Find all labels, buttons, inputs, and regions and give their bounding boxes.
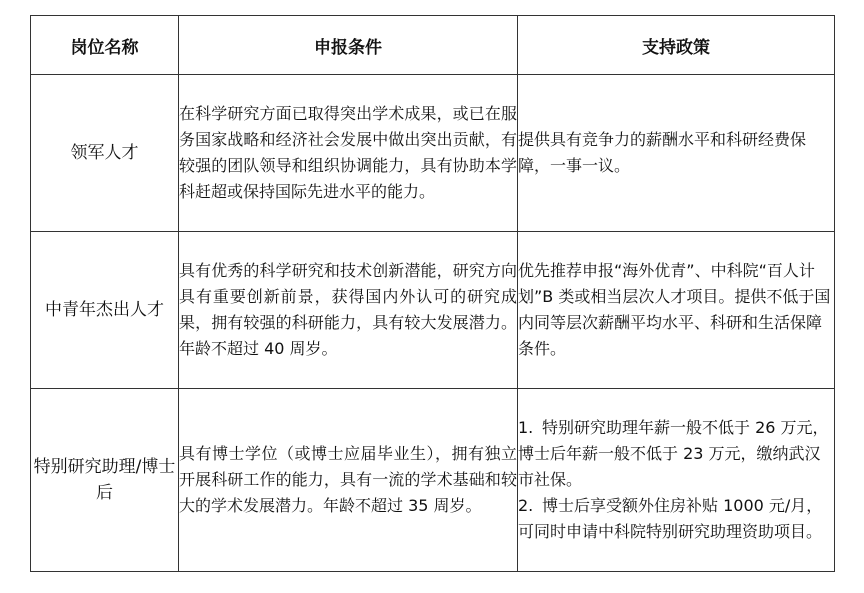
support-item-number: 1. <box>518 418 534 437</box>
position-name-cell: 领军人才 <box>31 75 179 232</box>
support-policy-cell <box>518 389 835 572</box>
support-policy-cell: 提供具有竞争力的薪酬水平和科研经费保障，一事一议。 <box>518 75 835 232</box>
support-item <box>518 493 834 545</box>
header-support-policy: 支持政策 <box>518 16 835 75</box>
support-item <box>518 415 834 493</box>
requirements-cell: 具有优秀的科学研究和技术创新潜能，研究方向具有重要创新前景，获得国内外认可的研究成果，拥有较强的科研能力，具有较大发展潜力。年龄不超过 40 周岁。 <box>179 232 518 389</box>
talent-positions-table <box>30 15 835 572</box>
table-row <box>31 389 835 572</box>
support-item-number: 2. <box>518 496 534 515</box>
requirements-cell: 在科学研究方面已取得突出学术成果，或已在服务国家战略和经济社会发展中做出突出贡献，有较强的团队领导和组织协调能力，具有协助本学科赶超或保持国际先进水平的能力。 <box>179 75 518 232</box>
table-row <box>31 75 835 232</box>
support-policy-cell: 优先推荐申报“海外优青”、中科院“百人计划”B 类或相当层次人才项目。提供不低于国内同等层次薪酬平均水平、科研和生活保障条件。 <box>518 232 835 389</box>
requirements-cell: 具有博士学位（或博士应届毕业生），拥有独立开展科研工作的能力，具有一流的学术基础和较大的学术发展潜力。年龄不超过 35 周岁。 <box>179 389 518 572</box>
table-row <box>31 232 835 389</box>
table-header-row <box>31 16 835 75</box>
support-item-text: 博士后享受额外住房补贴 1000 元/月，可同时申请中科院特别研究助理资助项目。 <box>518 496 823 541</box>
header-requirements: 申报条件 <box>179 16 518 75</box>
position-name-cell: 中青年杰出人才 <box>31 232 179 389</box>
header-position-name: 岗位名称 <box>31 16 179 75</box>
position-name-cell: 特别研究助理/博士后 <box>31 389 179 572</box>
support-item-text: 特别研究助理年薪一般不低于 26 万元，博士后年薪一般不低于 23 万元，缴纳武汉市社保。 <box>518 418 829 489</box>
